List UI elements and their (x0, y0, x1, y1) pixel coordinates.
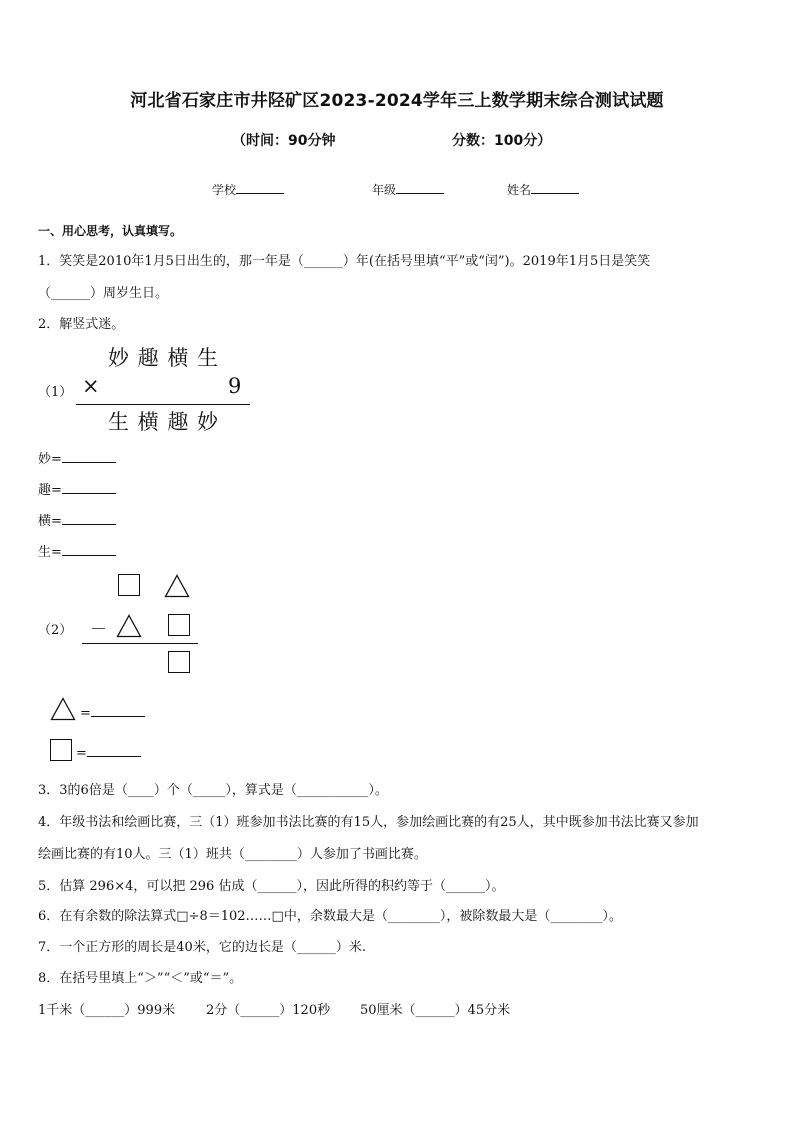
question-8-item-1: 1千米（______）999米 (38, 1003, 176, 1018)
square-icon (50, 739, 72, 761)
square-answer-blank[interactable] (87, 744, 141, 757)
puzzle-2-operator: － (90, 620, 107, 640)
triangle-icon (116, 614, 142, 638)
name-label: 姓名 (507, 183, 532, 197)
question-8-item-2: 2分（______）120秒 (206, 1003, 331, 1018)
question-8-item-3: 50厘米（______）45分米 (360, 1003, 511, 1018)
section-1-title: 一、用心思考，认真填写。 (38, 224, 183, 238)
question-2-title: 2．解竖式迷。 (38, 317, 125, 332)
puzzle-2-label: （2） (38, 623, 73, 638)
exam-title: 河北省石家庄市井陉矿区2023-2024学年三上数学期末综合测试试题 (130, 91, 664, 111)
answer-qu-blank[interactable] (62, 481, 116, 494)
triangle-answer-blank[interactable] (91, 704, 145, 717)
school-label: 学校 (212, 183, 237, 197)
puzzle-1-operator: × (82, 374, 100, 398)
triangle-answer-label: = (80, 706, 91, 721)
answer-sheng-label: 生= (38, 545, 62, 560)
puzzle-2-rule (82, 643, 198, 644)
answer-miao-blank[interactable] (62, 450, 116, 463)
grade-label: 年级 (372, 183, 397, 197)
name-blank[interactable] (531, 181, 579, 194)
school-field (212, 181, 284, 198)
answer-sheng (38, 541, 116, 560)
answer-heng-blank[interactable] (62, 512, 116, 525)
answer-sheng-blank[interactable] (62, 543, 116, 556)
question-7: 7．一个正方形的周长是40米，它的边长是（______）米. (38, 940, 366, 955)
square-answer (76, 744, 141, 761)
puzzle-1-multiplier: 9 (228, 374, 242, 398)
question-4-line-1: 4．年级书法和绘画比赛，三（1）班参加书法比赛的有15人，参加绘画比赛的有25人，其中既参加书法比赛又参加 (38, 815, 699, 830)
question-3: 3．3的6倍是（____）个（_____），算式是（___________）。 (38, 783, 388, 798)
answer-heng-label: 横= (38, 514, 62, 529)
puzzle-1-label: （1） (38, 385, 73, 400)
square-icon (118, 574, 140, 596)
answer-miao-label: 妙= (38, 452, 62, 467)
question-4-line-2: 绘画比赛的有10人。三（1）班共（________）人参加了书画比赛。 (38, 847, 427, 862)
triangle-icon (164, 574, 190, 598)
puzzle-1-rule (76, 404, 250, 405)
puzzle-1-result-row: 生 横 趣 妙 (108, 410, 220, 434)
question-6: 6．在有余数的除法算式□÷8＝102……□中，余数最大是（________），被除数最大是（________）。 (38, 909, 622, 924)
square-answer-label: = (76, 746, 87, 761)
triangle-icon (50, 697, 76, 721)
name-field (507, 181, 579, 198)
answer-miao (38, 448, 116, 467)
exam-score: 分数：100分） (452, 133, 552, 149)
question-5: 5．估算 296×4，可以把 296 估成（______），因此所得的积约等于（______）。 (38, 879, 505, 894)
question-1-line-2: （______）周岁生日。 (38, 286, 169, 301)
puzzle-1-top-row: 妙 趣 横 生 (108, 346, 220, 370)
school-blank[interactable] (236, 181, 284, 194)
question-1-line-1: 1．笑笑是2010年1月5日出生的，那一年是（______）年(在括号里填“平”或“闰”)。2019年1月5日是笑笑 (38, 254, 651, 269)
triangle-answer (80, 704, 145, 721)
answer-qu (38, 479, 116, 498)
square-icon (168, 651, 190, 673)
question-8-title: 8．在括号里填上“＞”“＜”或“＝”。 (38, 971, 243, 986)
answer-qu-label: 趣= (38, 483, 62, 498)
square-icon (168, 614, 190, 636)
answer-heng (38, 510, 116, 529)
exam-time: （时间：90分钟 (232, 133, 336, 149)
grade-blank[interactable] (396, 181, 444, 194)
grade-field (372, 181, 444, 198)
